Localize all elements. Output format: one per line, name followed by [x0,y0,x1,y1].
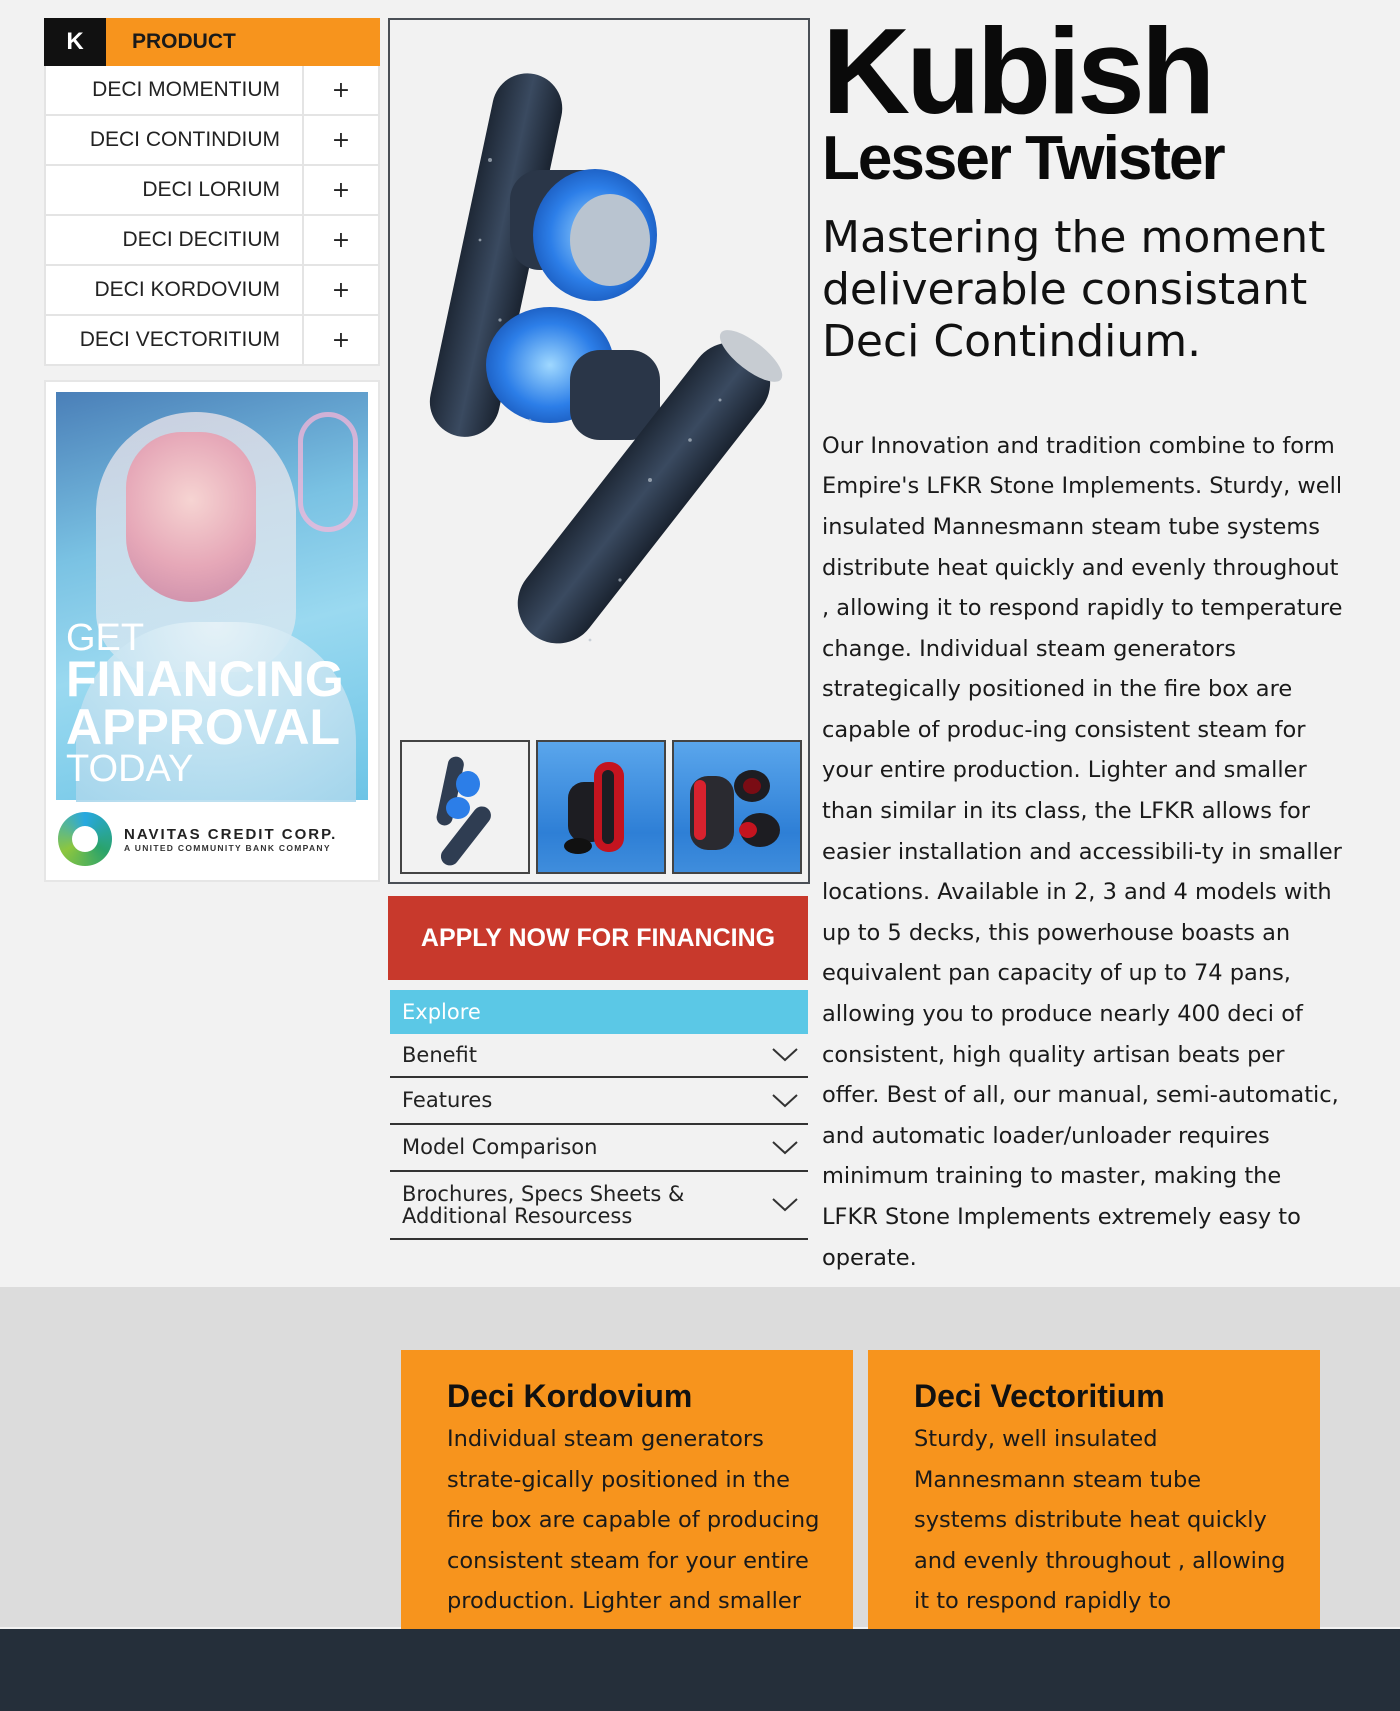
page-footer [0,1629,1400,1711]
sidebar-item-label[interactable]: DECI LORIUM [46,166,304,214]
ad-image[interactable] [56,392,368,800]
massage-gun-red-thumb [538,742,664,872]
ad-brand-name: NAVITAS CREDIT CORP. [124,825,338,843]
product-tagline [822,212,1362,368]
ad-headline [66,617,344,791]
feature-card-kordovium[interactable] [401,1350,853,1630]
brand-title: Kubish [822,3,1212,139]
sidebar-item-label[interactable]: DECI KORDOVIUM [46,266,304,314]
accordion-label: Features [402,1088,493,1113]
apply-financing-button[interactable]: APPLY NOW FOR FINANCING [388,896,808,980]
tagline-line: Deci Contindium. [822,315,1202,367]
accordion-benefit[interactable] [390,1034,808,1078]
accordion-label-line1: Brochures, Specs Sheets & [402,1181,685,1206]
expand-plus-icon[interactable]: + [331,177,351,203]
sidebar-item-deci-contindium[interactable] [44,116,380,166]
thumbnail-2[interactable] [536,740,666,874]
brand-logo[interactable]: K [44,18,106,66]
sidebar-item-label[interactable]: DECI DECITIUM [46,216,304,264]
tagline-line: Mastering the moment [822,212,1326,263]
massage-gun-dark-thumb [402,742,528,872]
explore-accordion [390,990,808,1240]
product-sidebar [44,18,380,366]
chevron-down-icon[interactable] [772,1094,798,1108]
explore-heading: Explore [390,990,808,1034]
ad-line-approval: APPROVAL [66,698,341,755]
expand-plus-icon[interactable]: + [331,77,351,103]
tagline-line: deliverable consistant [822,263,1308,315]
accordion-label: Model Comparison [402,1135,598,1160]
model-title: Lesser Twister [822,124,1224,193]
sidebar-item-label[interactable]: DECI MOMENTIUM [46,66,304,114]
sidebar-item-deci-lorium[interactable] [44,166,380,216]
sidebar-item-deci-decitium[interactable] [44,216,380,266]
chevron-down-icon[interactable] [772,1048,798,1062]
navitas-brand [58,812,337,866]
sidebar-item-deci-kordovium[interactable] [44,266,380,316]
product-description: Our Innovation and tradition combine to form Empire's LFKR Stone Implements. Sturdy, well insulated Mannesmann steam tube systems distribute heat quickly and evenly throughout , allowing it to respond rapidly to temperature change. Individual steam generators strategically positioned in the fire box are capable of produc-ing consistent steam for your entire production. Lighter and smaller than similar in its class, the LFKR allows for easier installation and accessibili-ty in smaller locations. Available in 2, 3 and 4 models with up to 5 decks, this powerhouse boasts an equivalent pan capacity of up to 74 pans, allowing you to produce nearly 400 deci of consistent, high quality artisan beats per offer. Best of all, our manual, semi-automatic, and automatic loader/unloader requires minimum training to master, making the LFKR Stone Implements extremely easy to operate. [822,432,1343,1271]
accordion-label-line2: Additional Resourcess [402,1204,633,1228]
sidebar-item-label[interactable]: DECI VECTORITIUM [46,316,304,364]
thumbnail-1[interactable] [400,740,530,874]
woman-portrait-image [126,432,256,602]
ad-line-get: GET [66,617,145,659]
accordion-model-comparison[interactable] [390,1125,808,1172]
card-text: Individual steam generators strate-gically positioned in the fire box are capable of producing consistent steam for your entire production. Lighter and smaller [447,1426,820,1615]
chevron-down-icon[interactable] [772,1141,798,1155]
navitas-logo-icon [58,812,112,866]
accordion-features[interactable] [390,1078,808,1125]
sidebar-header [44,18,380,66]
ad-brand-subtitle: A UNITED COMMUNITY BANK COMPANY [124,842,331,853]
massage-gun-image[interactable] [390,20,808,736]
ad-line-financing: FINANCING [66,651,344,708]
sidebar-item-label[interactable]: DECI CONTINDIUM [46,116,304,164]
accordion-brochures[interactable] [390,1172,808,1240]
ad-line-today: TODAY [66,748,194,791]
financing-ad-banner[interactable] [44,380,380,882]
accordion-label [402,1183,684,1227]
massage-gun-red-angle-thumb [674,742,800,872]
thumbnail-strip [400,740,802,874]
product-info [822,3,1362,1278]
sidebar-title: PRODUCT [132,30,236,53]
card-title: Deci Vectoritium [914,1378,1165,1414]
sidebar-item-deci-vectoritium[interactable] [44,316,380,366]
card-text: Sturdy, well insulated Mannesmann steam tube systems distribute heat quickly and evenly throughout , allowing it to respond rapidly to [914,1426,1286,1615]
thumbnail-3[interactable] [672,740,802,874]
sidebar-item-deci-momentium[interactable] [44,66,380,116]
chevron-down-icon[interactable] [772,1198,798,1212]
expand-plus-icon[interactable]: + [331,127,351,153]
product-gallery [388,18,810,884]
expand-plus-icon[interactable]: + [331,277,351,303]
accordion-label: Benefit [402,1042,478,1067]
card-title: Deci Kordovium [447,1378,693,1414]
expand-plus-icon[interactable]: + [331,327,351,353]
expand-plus-icon[interactable]: + [331,227,351,253]
feature-card-vectoritium[interactable] [868,1350,1320,1630]
neon-light-decoration [298,412,358,532]
